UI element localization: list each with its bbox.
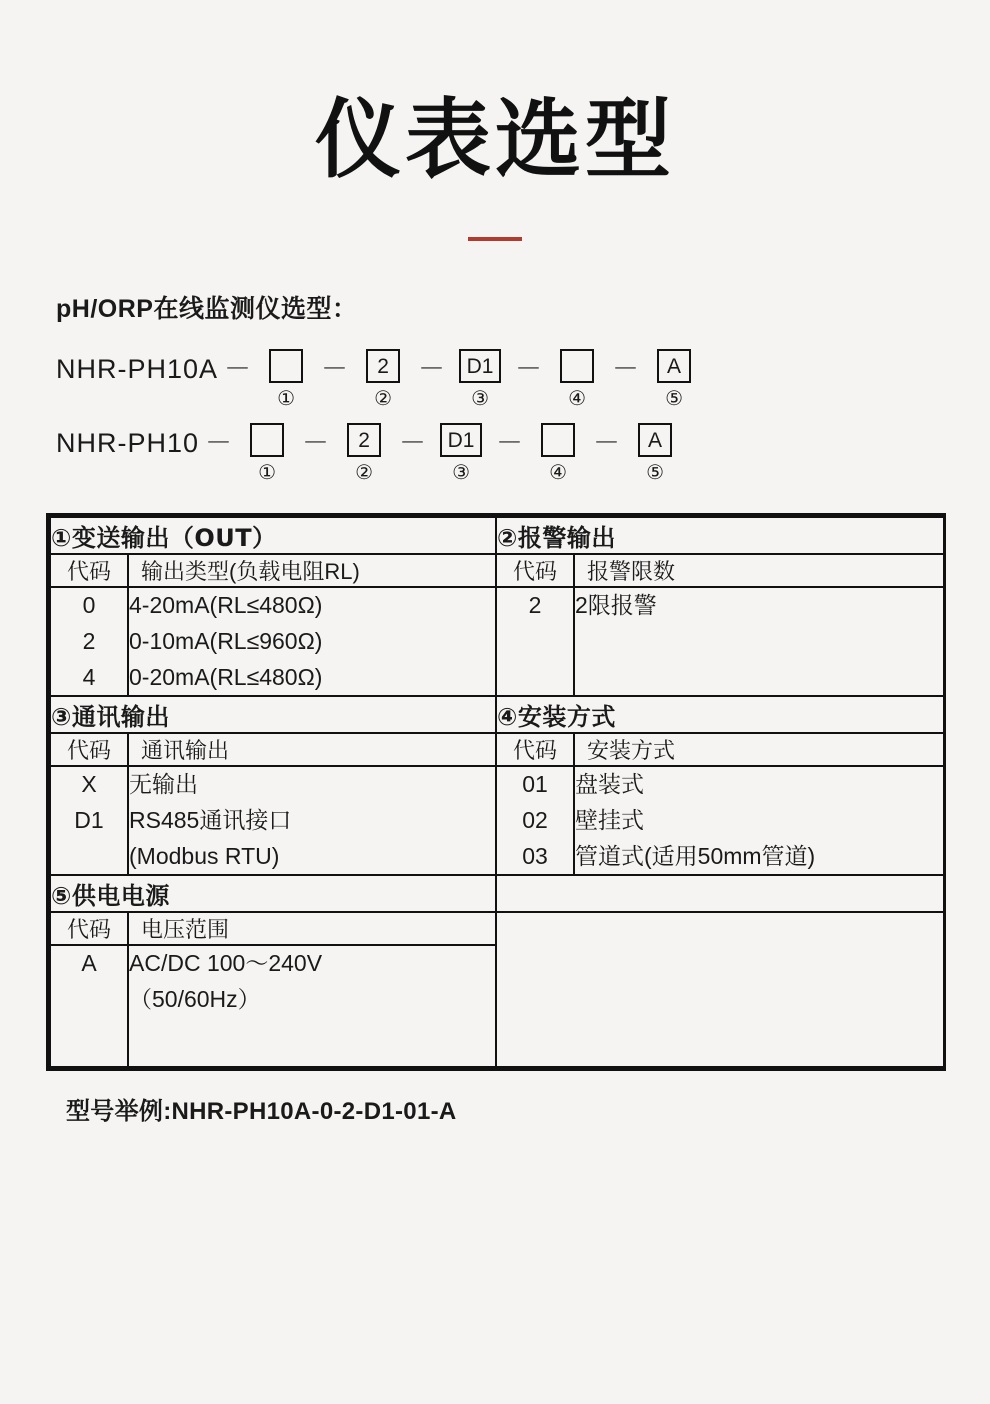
code-value [51, 982, 127, 1018]
model-segment-5 [626, 423, 684, 483]
model-name: NHR-PH10A [56, 354, 219, 385]
segment-marker: ② [374, 388, 393, 411]
model-row [56, 349, 990, 423]
block2-col-code: 代码 [496, 554, 574, 587]
block5-title: ⑤供电电源 [50, 875, 496, 912]
model-segment-1 [238, 423, 296, 483]
model-example: 型号举例:NHR-PH10A-0-2-D1-01-A [66, 1098, 457, 1126]
desc-value: RS485通讯接口 [129, 806, 292, 833]
model-separator: － [205, 428, 233, 459]
block1-descs [128, 587, 496, 696]
desc-value: 盘装式 [575, 771, 644, 798]
block4-title: ④安装方式 [496, 696, 944, 733]
segment-marker: ① [258, 462, 276, 485]
block3-codes [50, 766, 128, 875]
model-code-block [56, 349, 990, 497]
desc-value: 壁挂式 [575, 806, 644, 833]
selection-table [46, 513, 946, 1071]
desc-value: 4-20mA(RL≤480Ω) [129, 592, 323, 619]
segment-box [269, 349, 303, 383]
desc-value: 2限报警 [575, 592, 657, 619]
block5-descs [128, 945, 496, 1067]
table-row [50, 875, 944, 912]
model-segment-5 [645, 349, 703, 409]
block4-codes [496, 766, 574, 875]
segment-marker: ⑤ [665, 388, 684, 411]
block2-descs [574, 587, 944, 696]
table-row [50, 766, 944, 875]
model-separator: － [302, 428, 330, 459]
model-separator: － [399, 428, 427, 459]
segment-box [560, 349, 594, 383]
block5-col-desc: 电压范围 [128, 912, 496, 945]
model-segment-1 [257, 349, 315, 409]
segment-marker: ① [277, 388, 296, 411]
segment-box: D1 [459, 349, 501, 383]
code-value: X [81, 771, 97, 798]
model-row [56, 423, 990, 497]
block1-title: ①变送输出（OUT） [50, 517, 496, 554]
code-value: 4 [82, 663, 96, 690]
code-value: D1 [74, 806, 104, 833]
desc-value: 0-20mA(RL≤480Ω) [129, 663, 323, 690]
desc-value: 无输出 [129, 771, 198, 798]
block4-col-code: 代码 [496, 733, 574, 766]
table-row [50, 912, 944, 945]
block4-col-desc: 安装方式 [574, 733, 944, 766]
code-value: 02 [522, 806, 548, 833]
model-segment-2 [354, 349, 412, 409]
model-segment-3 [432, 423, 490, 483]
segment-box [250, 423, 284, 457]
block2-title: ②报警输出 [496, 517, 944, 554]
segment-box: D1 [440, 423, 482, 457]
code-value: 2 [82, 627, 96, 654]
segment-marker: ② [355, 462, 373, 485]
block5-codes [50, 945, 128, 1067]
block5-col-code: 代码 [50, 912, 128, 945]
empty-cell [496, 875, 944, 912]
block2-codes [496, 587, 574, 696]
table-row [50, 554, 944, 587]
segment-marker: ④ [568, 388, 587, 411]
segment-marker: ③ [452, 462, 470, 485]
table-row [50, 517, 944, 554]
desc-value: 0-10mA(RL≤960Ω) [129, 627, 323, 654]
segment-box: 2 [347, 423, 381, 457]
model-separator: － [593, 428, 621, 459]
desc-value: (Modbus RTU) [129, 842, 280, 869]
title-divider [468, 237, 522, 241]
segment-box: A [638, 423, 672, 457]
model-segment-4 [529, 423, 587, 483]
code-value: 0 [82, 592, 96, 619]
model-separator: － [515, 354, 543, 385]
block1-col-code: 代码 [50, 554, 128, 587]
block3-col-code: 代码 [50, 733, 128, 766]
desc-value: AC/DC 100～240V [129, 950, 323, 977]
section-heading: pH/ORP在线监测仪选型： [56, 295, 358, 324]
block4-descs [574, 766, 944, 875]
model-name: NHR-PH10 [56, 428, 200, 459]
code-value [51, 839, 127, 875]
segment-box: 2 [366, 349, 400, 383]
table-row [50, 696, 944, 733]
model-segment-2 [335, 423, 393, 483]
page-title: 仪表选型 [315, 90, 675, 190]
desc-value: 管道式(适用50mm管道) [575, 842, 816, 869]
model-segment-4 [548, 349, 606, 409]
model-separator: － [224, 354, 252, 385]
model-separator: － [612, 354, 640, 385]
model-separator: － [496, 428, 524, 459]
code-value: A [81, 950, 97, 977]
model-segment-3 [451, 349, 509, 409]
segment-box [541, 423, 575, 457]
code-value: 01 [522, 771, 548, 798]
segment-box: A [657, 349, 691, 383]
segment-marker: ⑤ [646, 462, 664, 485]
model-separator: － [418, 354, 446, 385]
segment-marker: ③ [471, 388, 490, 411]
table-row [50, 733, 944, 766]
model-separator: － [321, 354, 349, 385]
empty-cell [496, 912, 944, 1067]
block3-descs [128, 766, 496, 875]
block3-title: ③通讯输出 [50, 696, 496, 733]
segment-marker: ④ [549, 462, 567, 485]
block1-codes [50, 587, 128, 696]
code-value: 2 [528, 592, 542, 619]
block2-col-desc: 报警限数 [574, 554, 944, 587]
code-value: 03 [522, 842, 548, 869]
block3-col-desc: 通讯输出 [128, 733, 496, 766]
desc-value: （50/60Hz） [129, 985, 261, 1012]
table-row [50, 587, 944, 696]
block1-col-desc: 输出类型(负载电阻RL) [128, 554, 496, 587]
